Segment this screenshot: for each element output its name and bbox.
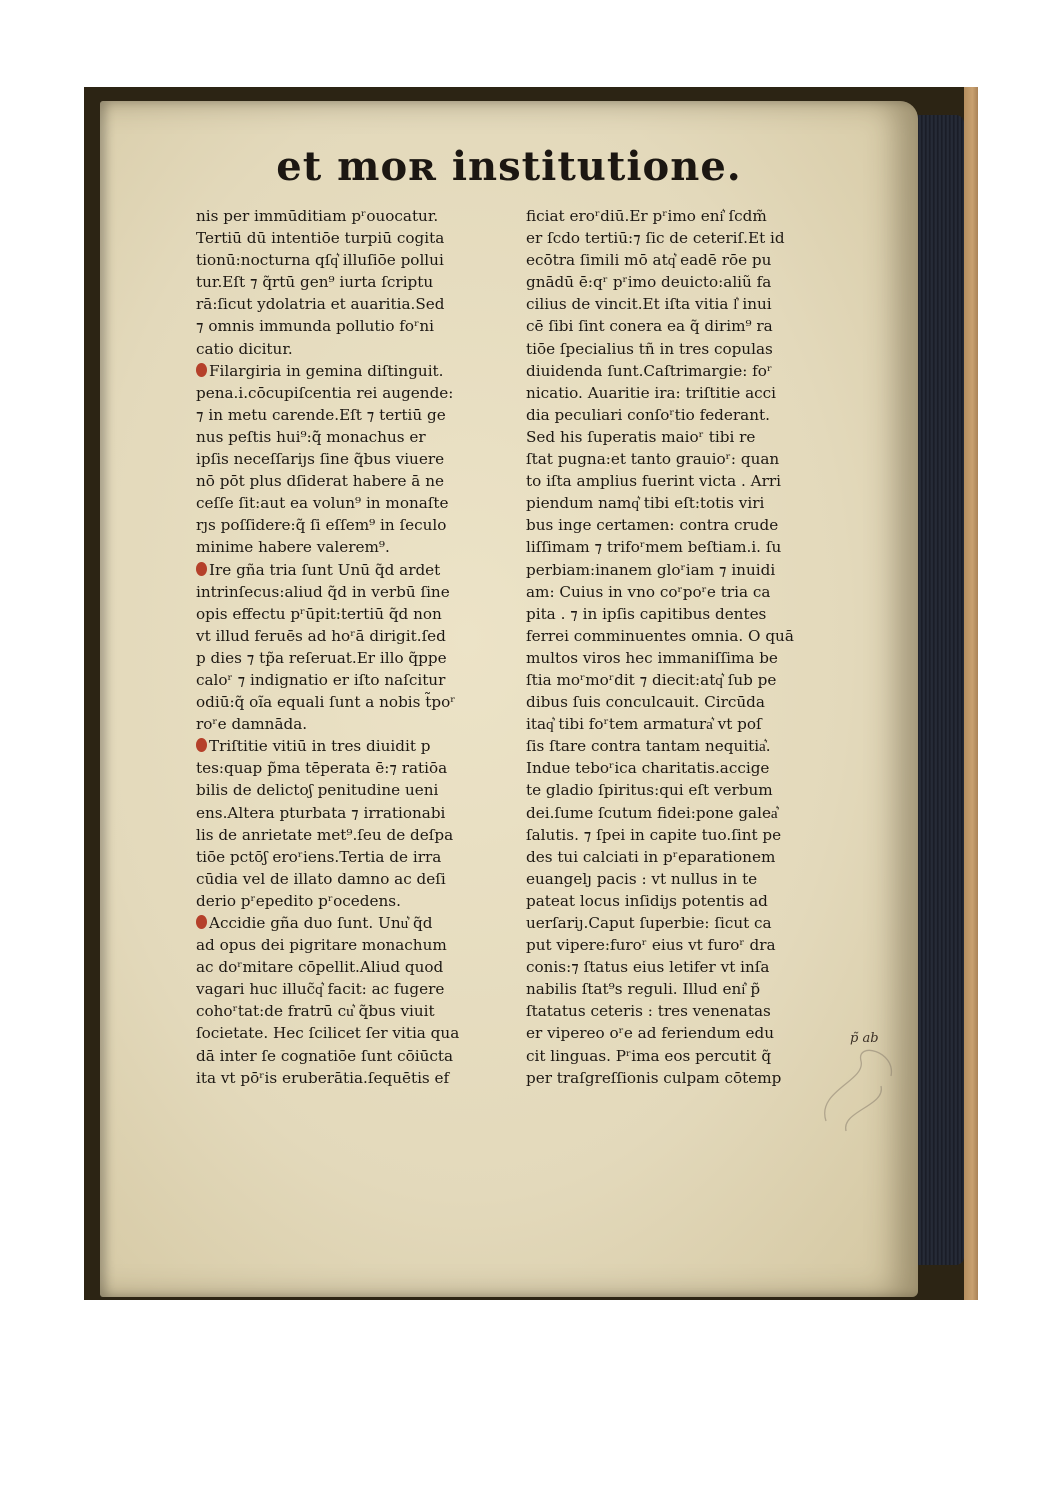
line-text: cohoʳtat:de fratrū cu͛ q̃bus viuit (196, 1002, 435, 1021)
line-text: tionū:nocturna qſq͛ illuſiōe pollui (196, 251, 444, 270)
text-line (526, 1067, 842, 1089)
text-line (196, 912, 524, 934)
line-text: roʳe damnāda. (196, 715, 308, 734)
line-text: ⁊ in metu carende.Eſt ⁊ tertiū ge (196, 405, 446, 424)
line-text: lis de anrietate met⁹.ſeu de deſpa (196, 825, 454, 844)
text-line (526, 735, 842, 757)
line-text: odiū:q̃ oĩa equali ſunt a nobis t̃poʳ (196, 693, 456, 712)
text-line (526, 868, 842, 890)
text-line (196, 978, 524, 1000)
text-line (526, 404, 842, 426)
book-cover-edge (964, 87, 978, 1300)
text-line (526, 890, 842, 912)
text-line (196, 1045, 524, 1067)
line-text: ac doʳmitare cōpellit.Aliud quod (196, 958, 444, 977)
line-text: Ire gña tria ſunt Unū q̃d ardet (209, 560, 441, 579)
text-line (526, 338, 842, 360)
line-text: intrinſecus:aliud q̃d in verbū ſine (196, 582, 450, 601)
line-text: Triſtitie vitiū in tres diuidit p (209, 737, 431, 756)
line-text: Accidie gña duo ſunt. Unu͛ q̃d (209, 914, 433, 932)
line-text: to iſta amplius fuerint victa . Arri (526, 472, 781, 491)
line-text: piendum namq͛ tibi eſt:totis viri (526, 494, 765, 513)
right-text-column (526, 205, 842, 1089)
text-line (526, 315, 842, 337)
line-text: derio pʳepedito pʳocedens. (196, 891, 401, 910)
text-line (526, 824, 842, 846)
text-line (196, 735, 524, 757)
text-line (526, 1022, 842, 1044)
book-page (100, 101, 918, 1297)
line-text: bilis de delictoʃ penitudine ueni (196, 781, 439, 800)
line-text: er vipereo oʳe ad feriendum edu (526, 1024, 774, 1043)
text-line (196, 625, 524, 647)
line-text: catio dicitur. (196, 339, 293, 358)
line-text: pateat locus inſidiȷs potentis ad (526, 891, 768, 910)
text-line (526, 360, 842, 382)
rubricated-initial (196, 562, 207, 576)
text-line (526, 691, 842, 713)
text-line (526, 802, 842, 824)
text-line (526, 757, 842, 779)
text-line (196, 271, 524, 293)
text-line (526, 1045, 842, 1067)
line-text: ipſis neceſſariȷs ſine q̃bus viuere (196, 450, 445, 469)
text-line (196, 382, 524, 404)
text-line (526, 581, 842, 603)
line-text: p dies ⁊ tp̃a reſeruat.Er illo q̃ppe (196, 648, 447, 667)
running-title: et moʀ institutione. (276, 143, 742, 190)
text-line (526, 536, 842, 558)
line-text: rȷs poſſidere:q̃ ſi eſſem⁹ in ſeculo (196, 516, 447, 535)
line-text: dia peculiari conſoʳtio federant. (526, 405, 770, 424)
line-text: cilius de vincit.Et iſta vitia l͛ inui (526, 295, 772, 314)
line-text: nō pōt plus dſiderat habere ā ne (196, 472, 444, 491)
line-text: nus peſtis hui⁹:q̃̃ monachus er (196, 427, 426, 446)
line-text: gnādū ē:qʳ pʳimo deuicto:aliũ fa (526, 273, 772, 292)
line-text: rā:ſicut ydolatria et auaritia.Sed (196, 295, 445, 314)
line-text: ſalutis. ⁊ ſpei in capite tuo.ſint pe (526, 825, 782, 844)
line-text: opis effectu pʳūpit:tertiū q̃d non (196, 604, 442, 623)
line-text: ficiat eroʳdiū.Er pʳimo eni͛ ſcdm̃ (526, 207, 767, 225)
line-text: nabilis ſtat⁹s reguli. Illud eni͛ p̃ (526, 980, 761, 999)
text-line (526, 647, 842, 669)
line-text: diuidenda ſunt.Caſtrimargie: foʳ (526, 361, 773, 380)
text-line (196, 713, 524, 735)
line-text: per traſgreſſionis culpam cōtemp (526, 1068, 782, 1087)
text-line (196, 824, 524, 846)
text-line (526, 205, 842, 227)
line-text: Filargiria in gemina diſtinguit. (209, 361, 444, 380)
text-line (196, 868, 524, 890)
text-line (196, 205, 524, 227)
marginal-annotation: p̃ ab (850, 1031, 879, 1046)
text-line (196, 426, 524, 448)
line-text: itaq͛ tibi foʳtem armatura͛ vt poſ (526, 715, 762, 734)
line-text: cē ſibi ſint conera ea q̃ dirim⁹ ra (526, 317, 773, 336)
text-line (526, 271, 842, 293)
line-text: ferrei comminuentes omnia. O quā (526, 626, 794, 645)
line-text: tes:quap p̃ma tēperata ē:⁊ ratiōa (196, 759, 448, 778)
line-text: caloʳ ⁊ indignatio er iſto naſcitur (196, 670, 446, 689)
text-line (196, 514, 524, 536)
text-line (196, 1022, 524, 1044)
line-text: tur.Eſt ⁊ q̃rtū gen⁹ iurta ſcriptu (196, 273, 434, 292)
text-line (196, 338, 524, 360)
line-text: am: Cuius in vno coʳpoʳe tria ca (526, 582, 771, 601)
text-line (196, 802, 524, 824)
text-line (526, 669, 842, 691)
text-line (526, 382, 842, 404)
rubricated-initial (196, 363, 207, 377)
line-text: euangelȷ pacis : vt nullus in te (526, 869, 758, 888)
line-text: dei.ſume ſcutum fidei:pone galea͛ (526, 803, 778, 822)
line-text: minime habere valerem⁹. (196, 538, 390, 557)
line-text: ſtatatus ceteris : tres venenatas (526, 1002, 771, 1021)
line-text: nis per immūditiam pʳouocatur. (196, 207, 439, 225)
text-line (196, 669, 524, 691)
line-text: des tui calciati in pʳeparationem (526, 847, 776, 866)
text-line (196, 1067, 524, 1089)
line-text: ceſſe ſit:aut ea volun⁹ in monaſte (196, 494, 449, 513)
text-line (196, 448, 524, 470)
text-line (526, 492, 842, 514)
text-line (526, 603, 842, 625)
rubricated-initial (196, 915, 207, 929)
line-text: ſocietate. Hec ſcilicet ſer vitia qua (196, 1024, 460, 1043)
text-line (196, 934, 524, 956)
text-line (196, 1000, 524, 1022)
text-line (526, 227, 842, 249)
text-line (196, 603, 524, 625)
text-line (526, 846, 842, 868)
text-line (196, 536, 524, 558)
text-line (196, 404, 524, 426)
line-text: Tertiū dū intentiōe turpiū cogita (196, 229, 445, 248)
text-line (196, 559, 524, 581)
text-line (196, 293, 524, 315)
line-text: bus inge certamen: contra crude (526, 516, 779, 535)
line-text: pena.i.cōcupiſcentia rei augende: (196, 383, 454, 402)
scanned-book-photo (84, 87, 978, 1300)
text-line (196, 647, 524, 669)
line-text: ens.Altera pturbata ⁊ irrationabi (196, 803, 446, 822)
line-text: ita vt pōʳis eruberātia.ſequētis ef (196, 1068, 450, 1087)
line-text: put vipere:furoʳ eius vt furoʳ dra (526, 936, 776, 955)
line-text: pita . ⁊ in ipſis capitibus dentes (526, 604, 767, 623)
line-text: ſis ſtare contra tantam nequitia͛. (526, 737, 771, 756)
line-text: tiōe pctōʃ eroʳiens.Tertia de irra (196, 847, 442, 866)
line-text: Indue teboʳica charitatis.accige (526, 759, 770, 778)
text-line (526, 249, 842, 271)
text-line (196, 691, 524, 713)
line-text: conis:⁊ ſtatus eius letifer vt inſa (526, 958, 770, 977)
text-line (196, 846, 524, 868)
line-text: dibus ſuis conculcauit. Circūda (526, 693, 765, 712)
line-text: Sed his ſuperatis maioʳ tibi re (526, 427, 756, 446)
text-line (526, 779, 842, 801)
line-text: cit linguas. Pʳima eos percutit q̃ (526, 1046, 772, 1065)
text-line (526, 956, 842, 978)
text-line (526, 426, 842, 448)
text-line (196, 890, 524, 912)
text-line (526, 978, 842, 1000)
text-line (196, 360, 524, 382)
text-line (196, 470, 524, 492)
text-line (196, 492, 524, 514)
line-text: uerſariȷ.Caput ſuperbie: ſicut ca (526, 914, 772, 932)
text-line (526, 293, 842, 315)
text-line (526, 448, 842, 470)
line-text: multos viros hec immaniſſima be (526, 648, 778, 667)
line-text: ſtia moʳmoʳdit ⁊ diecit:atq͛ ſub pe (526, 670, 777, 689)
text-line (196, 581, 524, 603)
text-line (526, 912, 842, 934)
text-line (526, 1000, 842, 1022)
text-line (196, 779, 524, 801)
line-text: ſtat pugna:et tanto grauioʳ: quan (526, 450, 780, 469)
line-text: er ſcdo tertiū:⁊ ſic de ceteriſ.Et id (526, 229, 785, 248)
line-text: cūdia vel de illato damno ac deſi (196, 869, 446, 888)
text-line (196, 956, 524, 978)
line-text: vagari huc illuc̃q͛ facit: ac fugere (196, 980, 445, 999)
text-line (196, 227, 524, 249)
text-line (526, 934, 842, 956)
line-text: te gladio ſpiritus:qui eſt verbum (526, 781, 773, 800)
line-text: perbiam:inanem gloʳiam ⁊ inuidi (526, 560, 776, 579)
library-stamp-mark (806, 1031, 906, 1141)
text-line (526, 713, 842, 735)
line-text: ecōtra ſimili mō atq͛ eadē rōe pu (526, 251, 772, 270)
text-line (196, 315, 524, 337)
line-text: nicatio. Auaritie ira: triſtitie acci (526, 383, 777, 402)
line-text: ⁊ omnis immunda pollutio foʳni (196, 317, 434, 336)
line-text: vt illud feruēs ad hoʳā dirigit.ſed (196, 626, 446, 645)
text-line (196, 249, 524, 271)
line-text: tiōe ſpecialius tñ in tres copulas (526, 339, 773, 358)
text-line (526, 625, 842, 647)
left-text-column (196, 205, 524, 1089)
text-line (526, 470, 842, 492)
text-line (526, 559, 842, 581)
line-text: ad opus dei pigritare monachum (196, 936, 447, 955)
text-line (526, 514, 842, 536)
rubricated-initial (196, 738, 207, 752)
line-text: liſſimam ⁊ trifoʳmem beſtiam.i. ſu (526, 538, 782, 557)
line-text: dā inter ſe cognatiōe ſunt cōiūcta (196, 1046, 454, 1065)
text-line (196, 757, 524, 779)
